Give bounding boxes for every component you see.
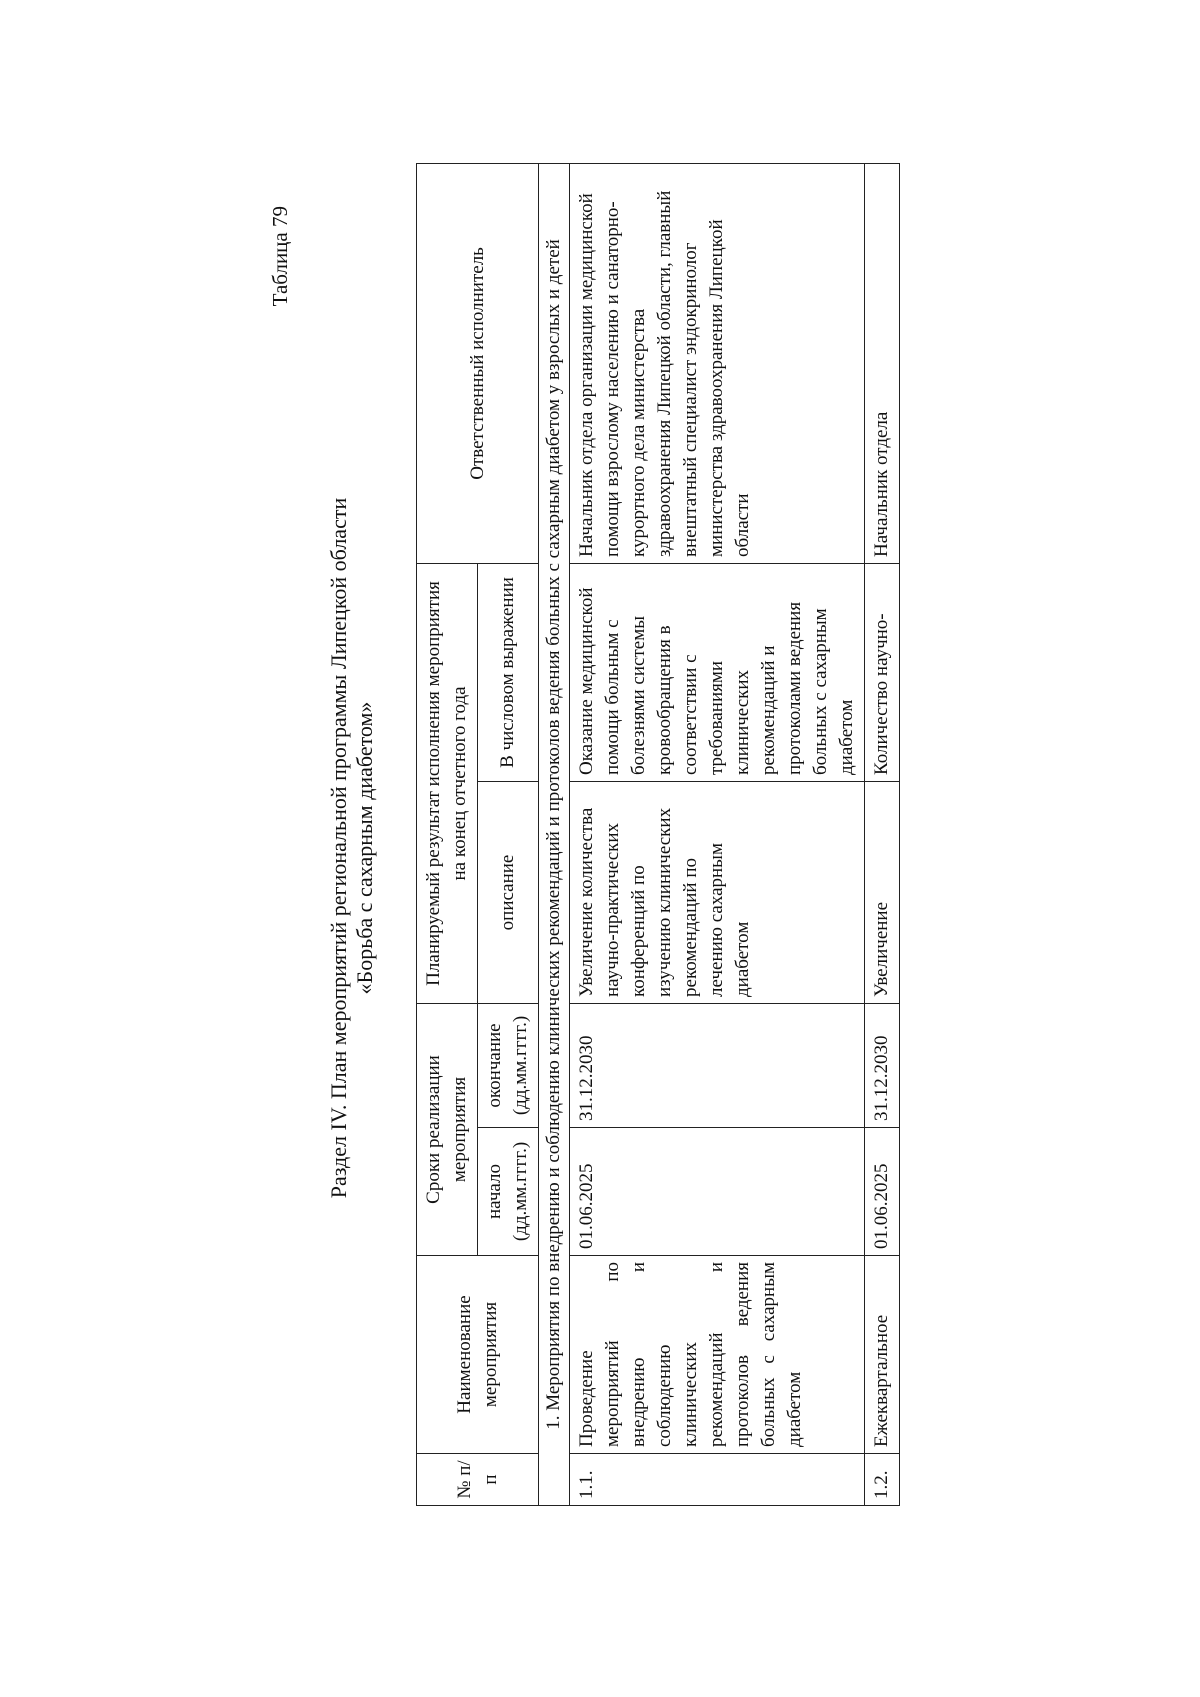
row-numeric: Количество научно-: [865, 563, 900, 781]
header-name: Наименование мероприятия: [417, 1256, 539, 1454]
row-numeric: Оказание медицинской помощи больным с болезнями системы кровообращения в соответствии с требованиями клинических рекомендаций и протоколами ведения больных с сахарным диабетом: [570, 563, 865, 781]
header-row-1: [417, 163, 478, 1505]
section-row: [539, 163, 570, 1505]
header-numeric: В числовом выражении: [478, 563, 539, 781]
table-number-label: Таблица 79: [268, 206, 292, 307]
rotated-page: [160, 128, 1040, 1568]
row-start-date: 01.06.2025: [865, 1128, 900, 1256]
header-num: № п/п: [417, 1454, 539, 1506]
table-row: [570, 163, 865, 1505]
header-result: Планируемый результат исполнения мероприятия на конец отчетного года: [417, 563, 478, 1003]
row-num: 1.2.: [865, 1454, 900, 1506]
row-description: Увеличение количества научно-практических конференций по изучению клинических рекомендаций по лечению сахарным диабетом: [570, 781, 865, 1003]
header-responsible: Ответственный исполнитель: [417, 163, 539, 563]
title-line-2: «Борьба с сахарным диабетом»: [352, 701, 377, 995]
row-start-date: 01.06.2025: [570, 1128, 865, 1256]
row-description: Увеличение: [865, 781, 900, 1003]
row-num: 1.1.: [570, 1454, 865, 1506]
header-end: окончание (дд.мм.гггг.): [478, 1003, 539, 1127]
row-name: Ежеквартальное: [865, 1256, 900, 1454]
row-responsible: Начальник отдела: [865, 163, 900, 563]
header-start: начало (дд.мм.гггг.): [478, 1128, 539, 1256]
header-terms: Сроки реализации мероприятия: [417, 1003, 478, 1255]
row-responsible: Начальник отдела организации медицинской помощи взрослому населению и санаторно-курортного дела министерства здравоохранения Липецкой области, главный внештатный специалист эндокринолог министерства здравоохранения Липецкой области: [570, 163, 865, 563]
table-row: [865, 163, 900, 1505]
row-name: Проведение мероприятий по внедрению и соблюдению клинических рекомендаций и протоколов ведения больных с сахарным диабетом: [570, 1256, 865, 1454]
row-end-date: 31.12.2030: [570, 1003, 865, 1127]
header-description: описание: [478, 781, 539, 1003]
title-line-1: Раздел IV. План мероприятий региональной программы Липецкой области: [326, 497, 351, 1199]
section-1-heading: 1. Мероприятия по внедрению и соблюдению клинических рекомендаций и протоколов ведения больных с сахарным диабетом у взрослых и детей: [539, 163, 570, 1505]
activities-plan-table: [416, 163, 900, 1506]
row-end-date: 31.12.2030: [865, 1003, 900, 1127]
document-title: [326, 128, 378, 1568]
